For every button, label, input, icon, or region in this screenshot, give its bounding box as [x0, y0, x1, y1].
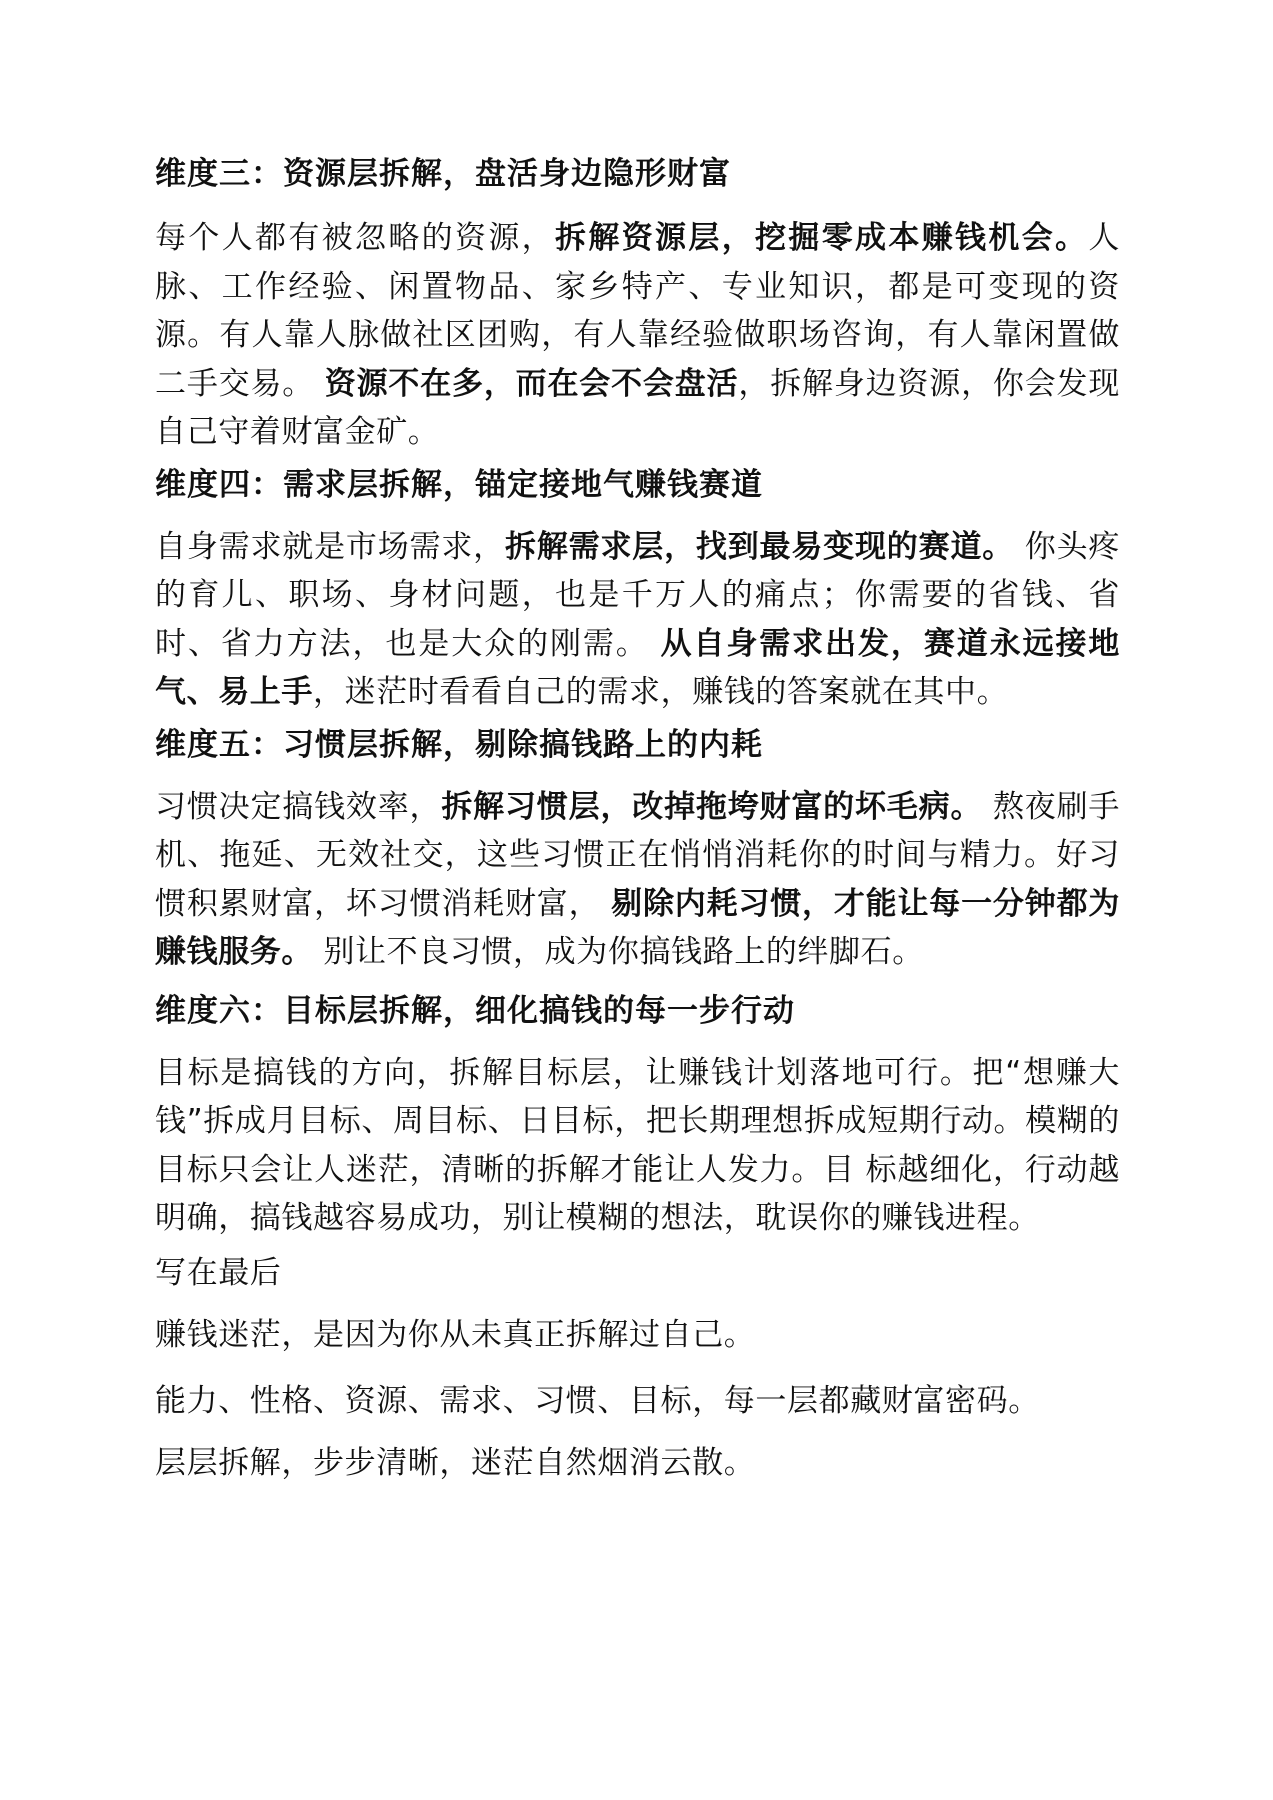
section-body-resources — [155, 214, 1120, 457]
emphasis-text: 剔除内耗习惯，才能让每一分钟都为赚钱服务。 — [155, 885, 1120, 970]
body-text: ，迷茫时看看自己的需求，赚钱的答案就在其中。 — [313, 674, 1009, 710]
emphasis-text: 拆解资源层，挖掘零成本赚钱机会。 — [555, 220, 1089, 256]
section-body-goals — [155, 1049, 1120, 1243]
body-text: 每个人都有被忽略的资源， — [155, 220, 556, 256]
section-heading-needs: 维度四：需求层拆解，锚定接地气赚钱赛道 — [155, 466, 763, 503]
closing-line: 赚钱迷茫，是因为你从未真正拆解过自己。 — [155, 1316, 756, 1353]
body-text: ，拆解身边资源，你会发现自己守着财富金矿。 — [155, 365, 1120, 450]
body-text: 习惯决定搞钱效率， — [155, 788, 442, 825]
section-heading-goals: 维度六：目标层拆解，细化搞钱的每一步行动 — [155, 992, 795, 1029]
closing-title: 写在最后 — [155, 1254, 282, 1291]
document-page — [155, 150, 1120, 1483]
emphasis-text: 拆解需求层，找到最易变现的赛道。 — [505, 528, 1015, 565]
closing-line: 能力、性格、资源、需求、习惯、目标，每一层都藏财富密码。 — [155, 1382, 1040, 1419]
section-body-habits — [155, 783, 1120, 977]
body-text: 你头疼的育儿、职场、身材问题，也是千万人的痛点；你需要的省钱、省时、省力方法，也是大众的刚需。 — [155, 528, 1120, 662]
body-text: 熬夜刷手机、拖延、无效社交，这些习惯正在悄悄消耗你的时间与精力。好习惯积累财富，坏习惯消耗财富， — [155, 788, 1120, 922]
body-text: 自身需求就是市场需求， — [155, 528, 505, 565]
section-body-needs — [155, 523, 1120, 717]
emphasis-text: 拆解习惯层，改掉拖垮财富的坏毛病。 — [441, 788, 983, 825]
section-heading-habits: 维度五：习惯层拆解，剔除搞钱路上的内耗 — [155, 726, 763, 763]
body-text: 别让不良习惯，成为你搞钱路上的绊脚石。 — [313, 934, 924, 970]
section-heading-resources: 维度三：资源层拆解，盘活身边隐形财富 — [155, 156, 731, 192]
body-text: 人脉、工作经验、闲置物品、家乡特产、专业知识，都是可变现的资源。有人靠人脉做社区团购，有人靠经验做职场咨询，有人靠闲置做二手交易。 — [155, 220, 1120, 402]
closing-line: 层层拆解，步步清晰，迷茫自然烟消云散。 — [155, 1444, 756, 1481]
emphasis-text: 从自身需求出发，赛道永远接地气、易上手 — [155, 625, 1120, 710]
body-text: 目标是搞钱的方向，拆解目标层，让赚钱计划落地可行。把“想赚大钱”拆成月目标、周目标、日目标，把长期理想拆成短期行动。模糊的目标只会让人迷茫，清晰的拆解才能让人发力。目 标越细化，行动越明确，搞钱越容易成功，别让模糊的想法，耽误你的赚钱进程。 — [155, 1054, 1120, 1236]
emphasis-text: 资源不在多，而在会不会盘活 — [324, 365, 739, 402]
